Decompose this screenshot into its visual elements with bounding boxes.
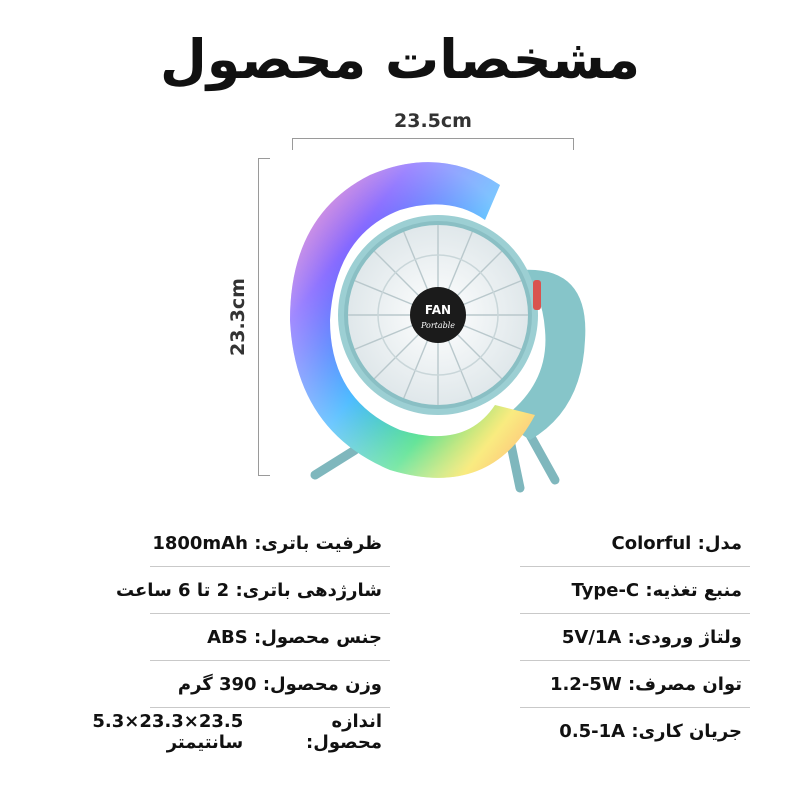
spec-row [50,520,750,567]
spec-item: شارژدهی باتری: 2 تا 6 ساعت [115,580,382,601]
spec-item: اندازه محصول: 23.5×23.3×5.3 سانتیمتر [92,710,382,753]
spec-item: منبع تغذیه: Type-C [571,580,742,601]
fan-badge-subtitle: Portable [420,321,456,330]
spec-item: مدل: Colorful [611,533,742,554]
spec-row [50,661,750,708]
power-switch [533,280,541,310]
spec-item: ولتاژ ورودی: 5V/1A [561,627,742,648]
spec-table [50,520,750,755]
spec-row [50,708,750,755]
spec-row [50,614,750,661]
spec-item: جریان کاری: 0.5-1A [559,721,742,742]
spec-item: ظرفیت باتری: 1800mAh [152,533,382,554]
spec-item: وزن محصول: 390 گرم [177,674,382,695]
spec-row [50,567,750,614]
spec-item: جنس محصول: ABS [207,627,382,648]
page-title: مشخصات محصول [159,28,641,91]
width-dimension-label: 23.5cm [394,110,472,132]
spec-item: توان مصرف: 1.2-5W [549,674,742,695]
fan-badge-title: FAN [424,303,452,317]
fan-product-image [270,150,610,510]
